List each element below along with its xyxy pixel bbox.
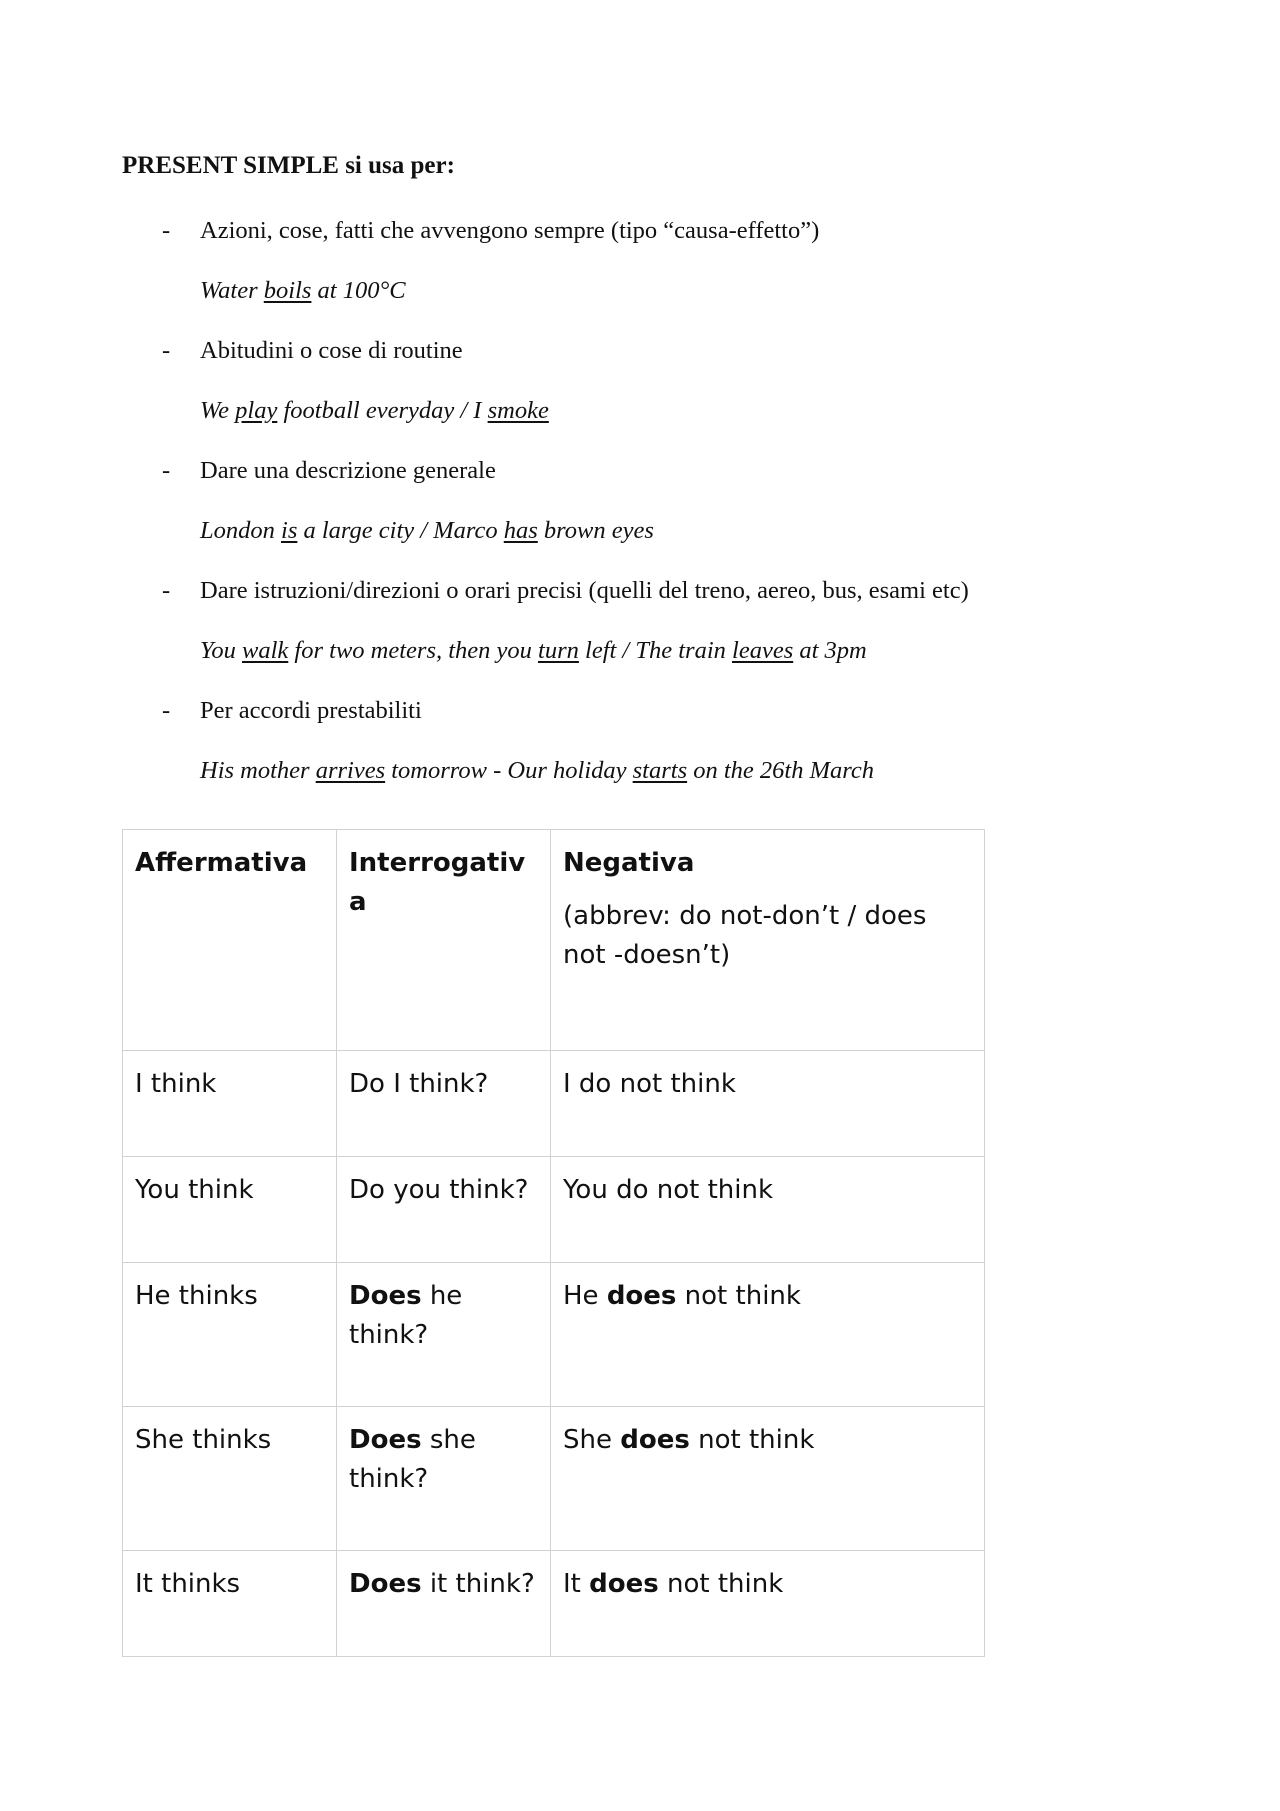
underlined-verb: has	[503, 517, 538, 544]
cell-interrogativa	[337, 1407, 551, 1551]
usage-list	[122, 214, 1182, 814]
bold-word: does	[589, 1569, 659, 1599]
bullet-text: Dare istruzioni/direzioni o orari precisi (quelli del treno, aereo, bus, esami etc)	[200, 577, 969, 604]
bullet-dash: -	[162, 217, 171, 244]
text-segment: You do not think	[563, 1175, 774, 1205]
example-sentence	[122, 754, 1182, 814]
cell-interrogativa	[337, 1551, 551, 1657]
text-segment: We	[200, 397, 236, 424]
list-item	[122, 334, 1182, 454]
underlined-verb: turn	[538, 637, 579, 664]
bold-word: Does	[349, 1425, 422, 1455]
bullet-dash: -	[162, 577, 171, 604]
example-sentence	[122, 634, 1182, 694]
underlined-verb: arrives	[315, 757, 386, 784]
page-title: PRESENT SIMPLE si usa per:	[122, 152, 455, 179]
underlined-verb: boils	[263, 277, 312, 304]
example-sentence	[122, 514, 1182, 574]
cell-negativa	[551, 1263, 985, 1407]
cell-affermativa: She thinks	[123, 1407, 337, 1551]
bullet-text: Dare una descrizione generale	[200, 457, 496, 484]
cell-interrogativa	[337, 1157, 551, 1263]
conjugation-table	[122, 829, 985, 1657]
text-segment: for two meters, then you	[288, 637, 539, 664]
cell-negativa	[551, 1407, 985, 1551]
text-segment: a large city / Marco	[297, 517, 504, 544]
text-segment: not think	[676, 1281, 801, 1311]
underlined-verb: starts	[632, 757, 688, 784]
text-segment: Water	[200, 277, 264, 304]
text-segment: He	[563, 1281, 607, 1311]
bold-word: does	[606, 1281, 677, 1311]
bold-word: Does	[349, 1281, 422, 1311]
bullet-dash: -	[162, 697, 171, 724]
header-negativa: Negativa (abbrev: do not-don’t / does not -doesn’t)	[551, 830, 985, 1051]
text-segment: not think	[658, 1569, 784, 1599]
text-segment: brown eyes	[537, 517, 654, 544]
negativa-note: (abbrev: do not-don’t / does not -doesn’t)	[563, 901, 927, 970]
text-segment: at 3pm	[793, 637, 867, 664]
cell-negativa	[551, 1157, 985, 1263]
cell-affermativa: It thinks	[123, 1551, 337, 1657]
text-segment: at 100°C	[311, 277, 406, 304]
underlined-verb: is	[281, 517, 298, 544]
bullet-text: Per accordi prestabiliti	[200, 697, 422, 724]
text-segment: She	[563, 1425, 621, 1455]
list-item	[122, 694, 1182, 814]
bullet-dash: -	[162, 337, 171, 364]
cell-interrogativa	[337, 1263, 551, 1407]
cell-negativa	[551, 1551, 985, 1657]
text-segment: It	[563, 1569, 590, 1599]
table-header-row	[123, 830, 985, 1051]
underlined-verb: walk	[242, 637, 289, 664]
bold-word: does	[620, 1425, 690, 1455]
cell-interrogativa	[337, 1051, 551, 1157]
bullet-text: Abitudini o cose di routine	[200, 337, 463, 364]
text-segment: on the 26th March	[687, 757, 875, 784]
underlined-verb: play	[235, 397, 278, 424]
header-interrogativa: Interrogativ a	[337, 830, 551, 1051]
text-segment: I do not think	[563, 1069, 736, 1099]
text-segment: His mother	[200, 757, 316, 784]
text-segment: Do I think?	[349, 1069, 489, 1099]
cell-affermativa: I think	[123, 1051, 337, 1157]
cell-affermativa: You think	[123, 1157, 337, 1263]
text-segment: You	[200, 637, 243, 664]
text-segment: he think?	[349, 1281, 463, 1350]
header-affermativa: Affermativa	[123, 830, 337, 1051]
text-segment: left / The train	[578, 637, 733, 664]
table-row	[123, 1263, 985, 1407]
text-segment: football everyday / I	[277, 397, 488, 424]
text-segment: London	[200, 517, 282, 544]
list-item	[122, 454, 1182, 574]
text-segment: it think?	[421, 1569, 535, 1599]
list-item	[122, 574, 1182, 694]
underlined-verb: leaves	[732, 637, 794, 664]
underlined-verb: smoke	[487, 397, 549, 424]
list-item	[122, 214, 1182, 334]
table-row	[123, 1407, 985, 1551]
bullet-dash: -	[162, 457, 171, 484]
bold-word: Does	[349, 1569, 422, 1599]
example-sentence	[122, 274, 1182, 334]
example-sentence	[122, 394, 1182, 454]
text-segment: she think?	[349, 1425, 476, 1494]
table-row	[123, 1551, 985, 1657]
cell-negativa	[551, 1051, 985, 1157]
bullet-text: Azioni, cose, fatti che avvengono sempre (tipo “causa-effetto”)	[200, 217, 820, 244]
text-segment: Do you think?	[349, 1175, 529, 1205]
table-row	[123, 1051, 985, 1157]
cell-affermativa: He thinks	[123, 1263, 337, 1407]
text-segment: not think	[689, 1425, 815, 1455]
table-row	[123, 1157, 985, 1263]
text-segment: tomorrow - Our holiday	[385, 757, 633, 784]
